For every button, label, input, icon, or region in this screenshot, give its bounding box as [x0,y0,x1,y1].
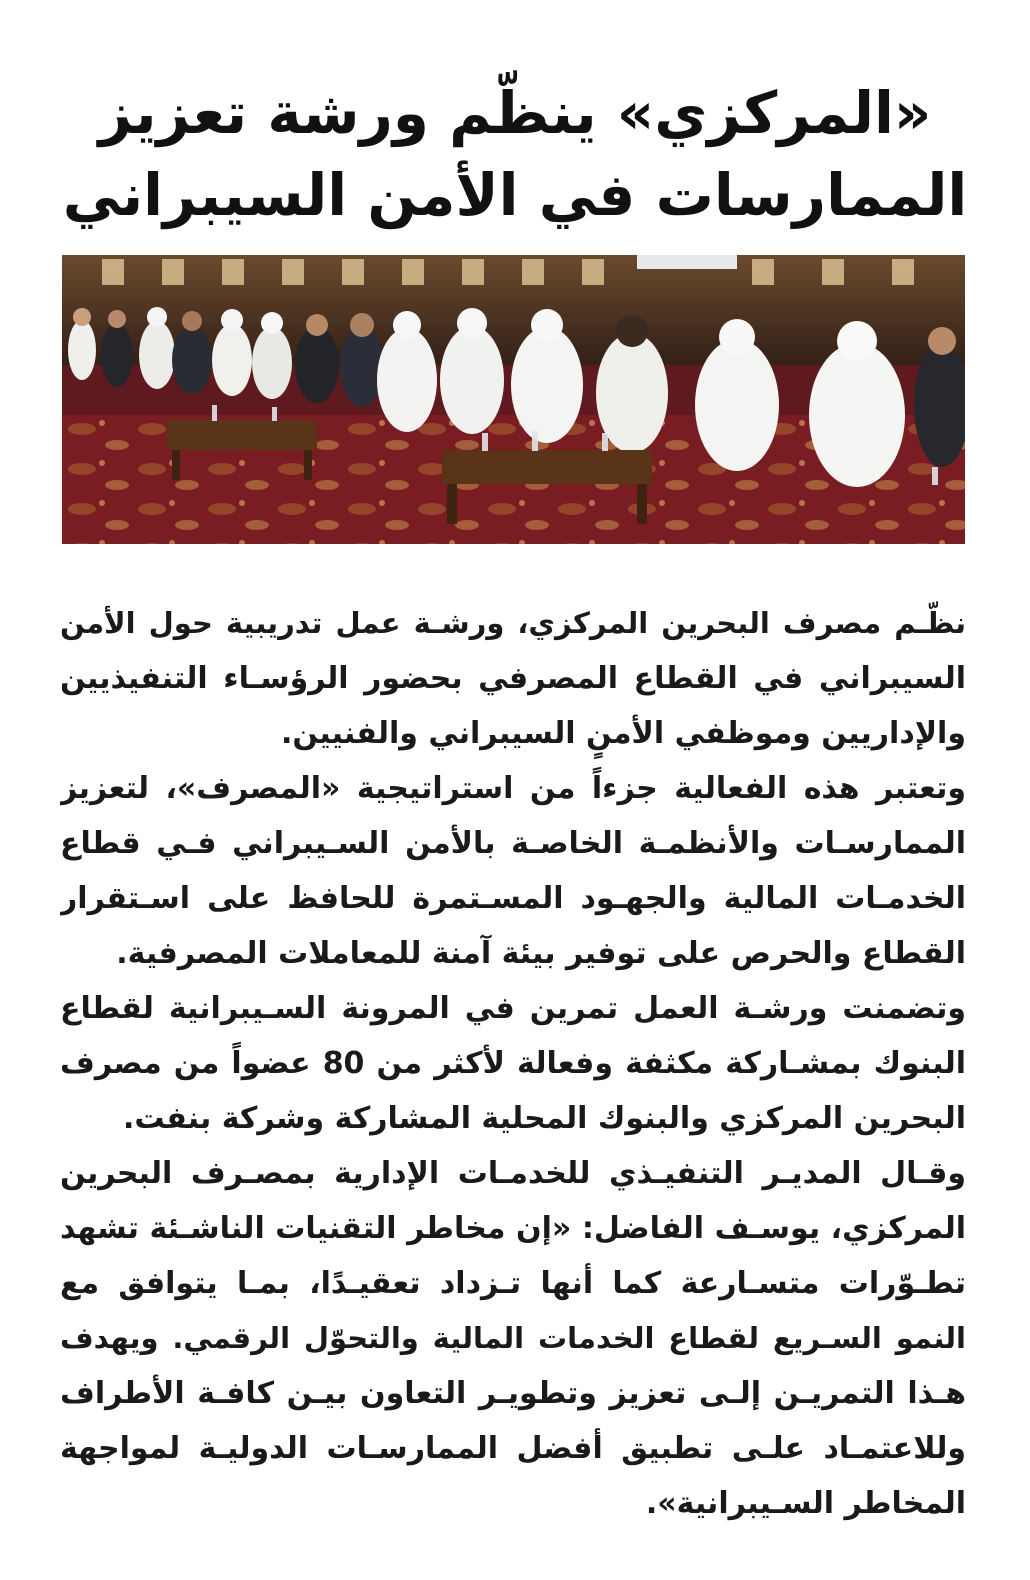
body-line: والإداريين وموظفي الأمنٍ السيبراني والفنيين. [281,716,966,751]
article-headline [50,72,980,236]
body-line: المخاطر السـيبرانية». [645,1486,966,1521]
body-line: البحرين المركزي والبنوك المحلية المشاركة وشركة بنفت. [123,1101,966,1136]
body-line: تطـوّرات متسـارعة كما أنها تـزداد تعقيـدًا، بمـا يتوافق مع [60,1266,966,1301]
body-line: المركزي، يوسـف الفاضل: «إن مخاطر التقنيات الناشـئة تشهد [60,1211,966,1246]
body-line: النمو السـريع لقطاع الخدمات المالية والتحوّل الرقمي. ويهدف [60,1321,966,1355]
headline-line-1: «المركزي» ينظّم ورشة تعزيز [98,79,932,147]
audience-photo-icon [62,255,965,544]
body-line: القطاع والحرص على توفير بيئة آمنة للمعاملات المصرفية. [116,936,966,971]
body-line: هـذا التمريـن إلـى تعزيز وتطويـر التعاون بيـن كافـة الأطراف [60,1376,966,1411]
body-line: السيبراني في القطاع المصرفي بحضور الرؤسـاء التنفيذيين [60,661,966,696]
body-line: وقـال المديـر التنفيـذي للخدمـات الإدارية بمصـرف البحرين [60,1156,966,1191]
body-line: البنوك بمشـاركة مكثفة وفعالة لأكثر من 80 عضواً من مصرف [60,1046,966,1081]
article-body [60,596,966,1531]
body-line: وللاعتمـاد علـى تطبيق أفضل الممارسـات الدوليـة لمواجهة [60,1431,966,1466]
body-line: وتضمنت ورشـة العمل تمرين في المرونة السـيبرانية لقطاع [60,991,966,1026]
headline-line-2: الممارسات في الأمن السيبراني [62,161,968,229]
body-line: نظّـم مصرف البحرين المركزي، ورشـة عمل تدريبية حول الأمن [60,606,966,640]
body-line: الخدمـات المالية والجهـود المسـتمرة للحافظ على اسـتقرار [60,881,966,916]
body-line: الممارسـات والأنظمـة الخاصـة بالأمن السـيبراني فـي قطاع [60,826,966,861]
workshop-audience-photo [62,255,965,544]
body-line: وتعتبر هذه الفعالية جزءاً من استراتيجية «المصرف»، لتعزيز [60,771,966,806]
